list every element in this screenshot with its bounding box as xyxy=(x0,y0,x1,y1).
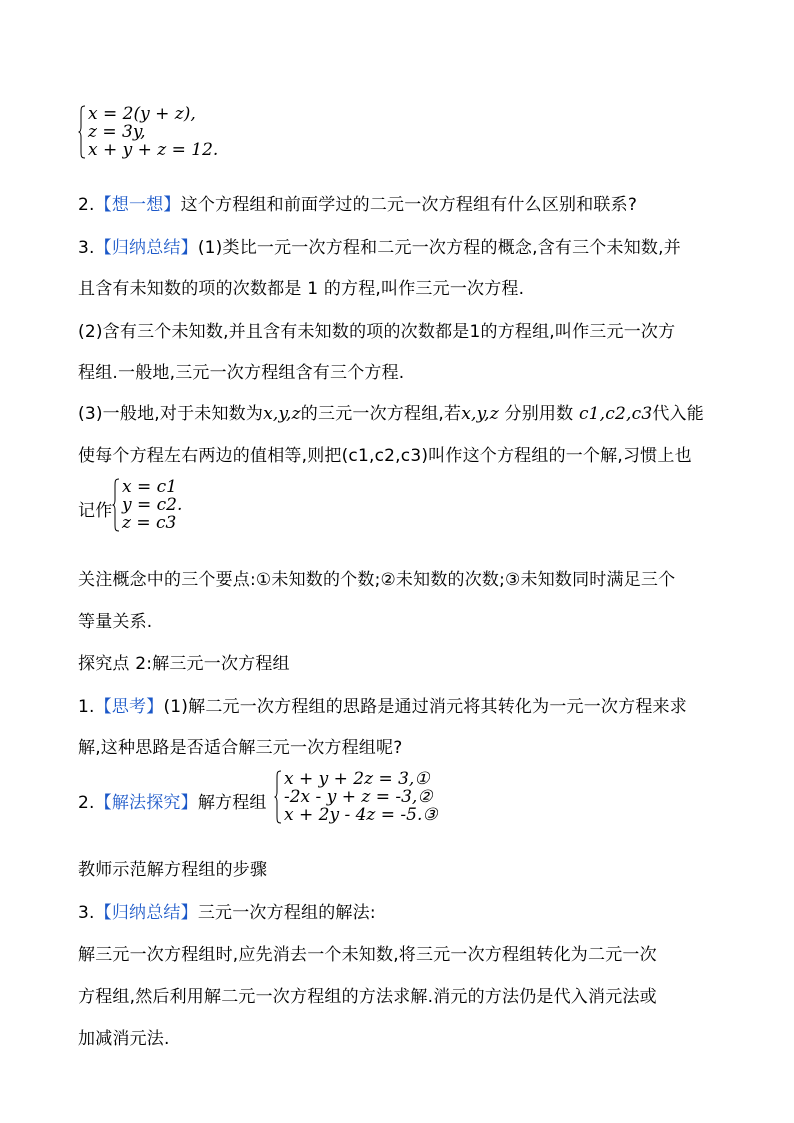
paragraph-2-line1: (2)含有三个未知数,并且含有未知数的项的次数都是1的方程组,叫作三元一次方 xyxy=(78,322,676,342)
method-line2: 方程组,然后利用解二元一次方程组的方法求解.消元的方法仍是代入消元法或 xyxy=(78,987,657,1007)
item-number: 2. xyxy=(78,195,95,215)
variables-xyz-2: x,y,z xyxy=(461,404,499,424)
equation-2-1: x + y + 2z = 3,① xyxy=(284,769,430,789)
p3-text-d: 代入能 xyxy=(652,404,704,424)
question-text: 这个方程组和前面学过的二元一次方程组有什么区别和联系? xyxy=(180,195,638,215)
equation-2-3: x + 2y - 4z = -5.③ xyxy=(284,805,438,825)
summary-text-2: 三元一次方程组的解法: xyxy=(197,903,376,923)
item-number: 2. xyxy=(78,793,95,813)
equation-2-2: -2x - y + z = -3,② xyxy=(284,787,433,807)
method-tag: 【解法探究】 xyxy=(94,793,198,813)
equation-1-2: z = 3y, xyxy=(88,122,146,142)
solution-eq-x: x = c1 xyxy=(122,477,177,497)
section2-q2 xyxy=(78,788,267,813)
method-text: 解方程组 xyxy=(197,793,267,813)
left-brace-icon xyxy=(274,770,282,824)
section-heading-2: 探究点 2:解三元一次方程组 xyxy=(78,654,290,674)
item-number: 1. xyxy=(78,697,95,717)
equation-1-3: x + y + z = 12. xyxy=(88,140,219,160)
summary-tag-2: 【归纳总结】 xyxy=(94,903,198,923)
teacher-demo: 教师示范解方程组的步骤 xyxy=(78,860,268,880)
constants-c: c1,c2,c3 xyxy=(578,404,653,424)
p3-text-c: 分别用数 xyxy=(504,404,574,424)
equation-system-1 xyxy=(78,105,218,159)
left-brace-icon xyxy=(78,105,86,159)
question-3-summary-line2: 且含有未知数的项的次数都是 1 的方程,叫作三元一次方程. xyxy=(78,279,525,299)
solution-eq-y: y = c2. xyxy=(122,495,183,515)
left-brace-icon xyxy=(112,478,120,532)
question-3-summary-line1 xyxy=(78,233,681,258)
solution-eq-z: z = c3 xyxy=(122,513,177,533)
reflect-text: (1)解二元一次方程组的思路是通过消元将其转化为一元一次方程来求 xyxy=(163,697,687,717)
section2-q1-line2: 解,这种思路是否适合解三元一次方程组呢? xyxy=(78,738,403,758)
method-line1: 解三元一次方程组时,应先消去一个未知数,将三元一次方程组转化为二元一次 xyxy=(78,945,657,965)
item-number: 3. xyxy=(78,903,95,923)
question-2-think xyxy=(78,190,637,215)
reflect-tag: 【思考】 xyxy=(94,697,164,717)
equation-1-1: x = 2(y + z), xyxy=(88,104,196,124)
section2-q3 xyxy=(78,898,376,923)
equation-system-2 xyxy=(274,770,438,824)
paragraph-3-line2: 使每个方程左右两边的值相等,则把(c1,c2,c3)叫作这个方程组的一个解,习惯上也 xyxy=(78,446,692,466)
summary-text: (1)类比一元一次方程和二元一次方程的概念,含有三个未知数,并 xyxy=(197,238,681,258)
equation-system-solution xyxy=(112,478,182,532)
think-tag: 【想一想】 xyxy=(94,195,181,215)
focus-line1: 关注概念中的三个要点:①未知数的个数;②未知数的次数;③未知数同时满足三个 xyxy=(78,570,676,590)
paragraph-3-line3: 记作 xyxy=(78,501,113,521)
variables-xyz: x,y,z xyxy=(263,404,301,424)
summary-tag: 【归纳总结】 xyxy=(94,238,198,258)
p3-text-a: (3)一般地,对于未知数为 xyxy=(78,404,264,424)
p3-text-b: 的三元一次方程组,若 xyxy=(300,404,462,424)
method-line3: 加减消元法. xyxy=(78,1029,170,1049)
item-number: 3. xyxy=(78,238,95,258)
paragraph-3-line1 xyxy=(78,399,704,424)
paragraph-2-line2: 程组.一般地,三元一次方程组含有三个方程. xyxy=(78,363,405,383)
section2-q1-line1 xyxy=(78,692,687,717)
focus-line2: 等量关系. xyxy=(78,612,153,632)
